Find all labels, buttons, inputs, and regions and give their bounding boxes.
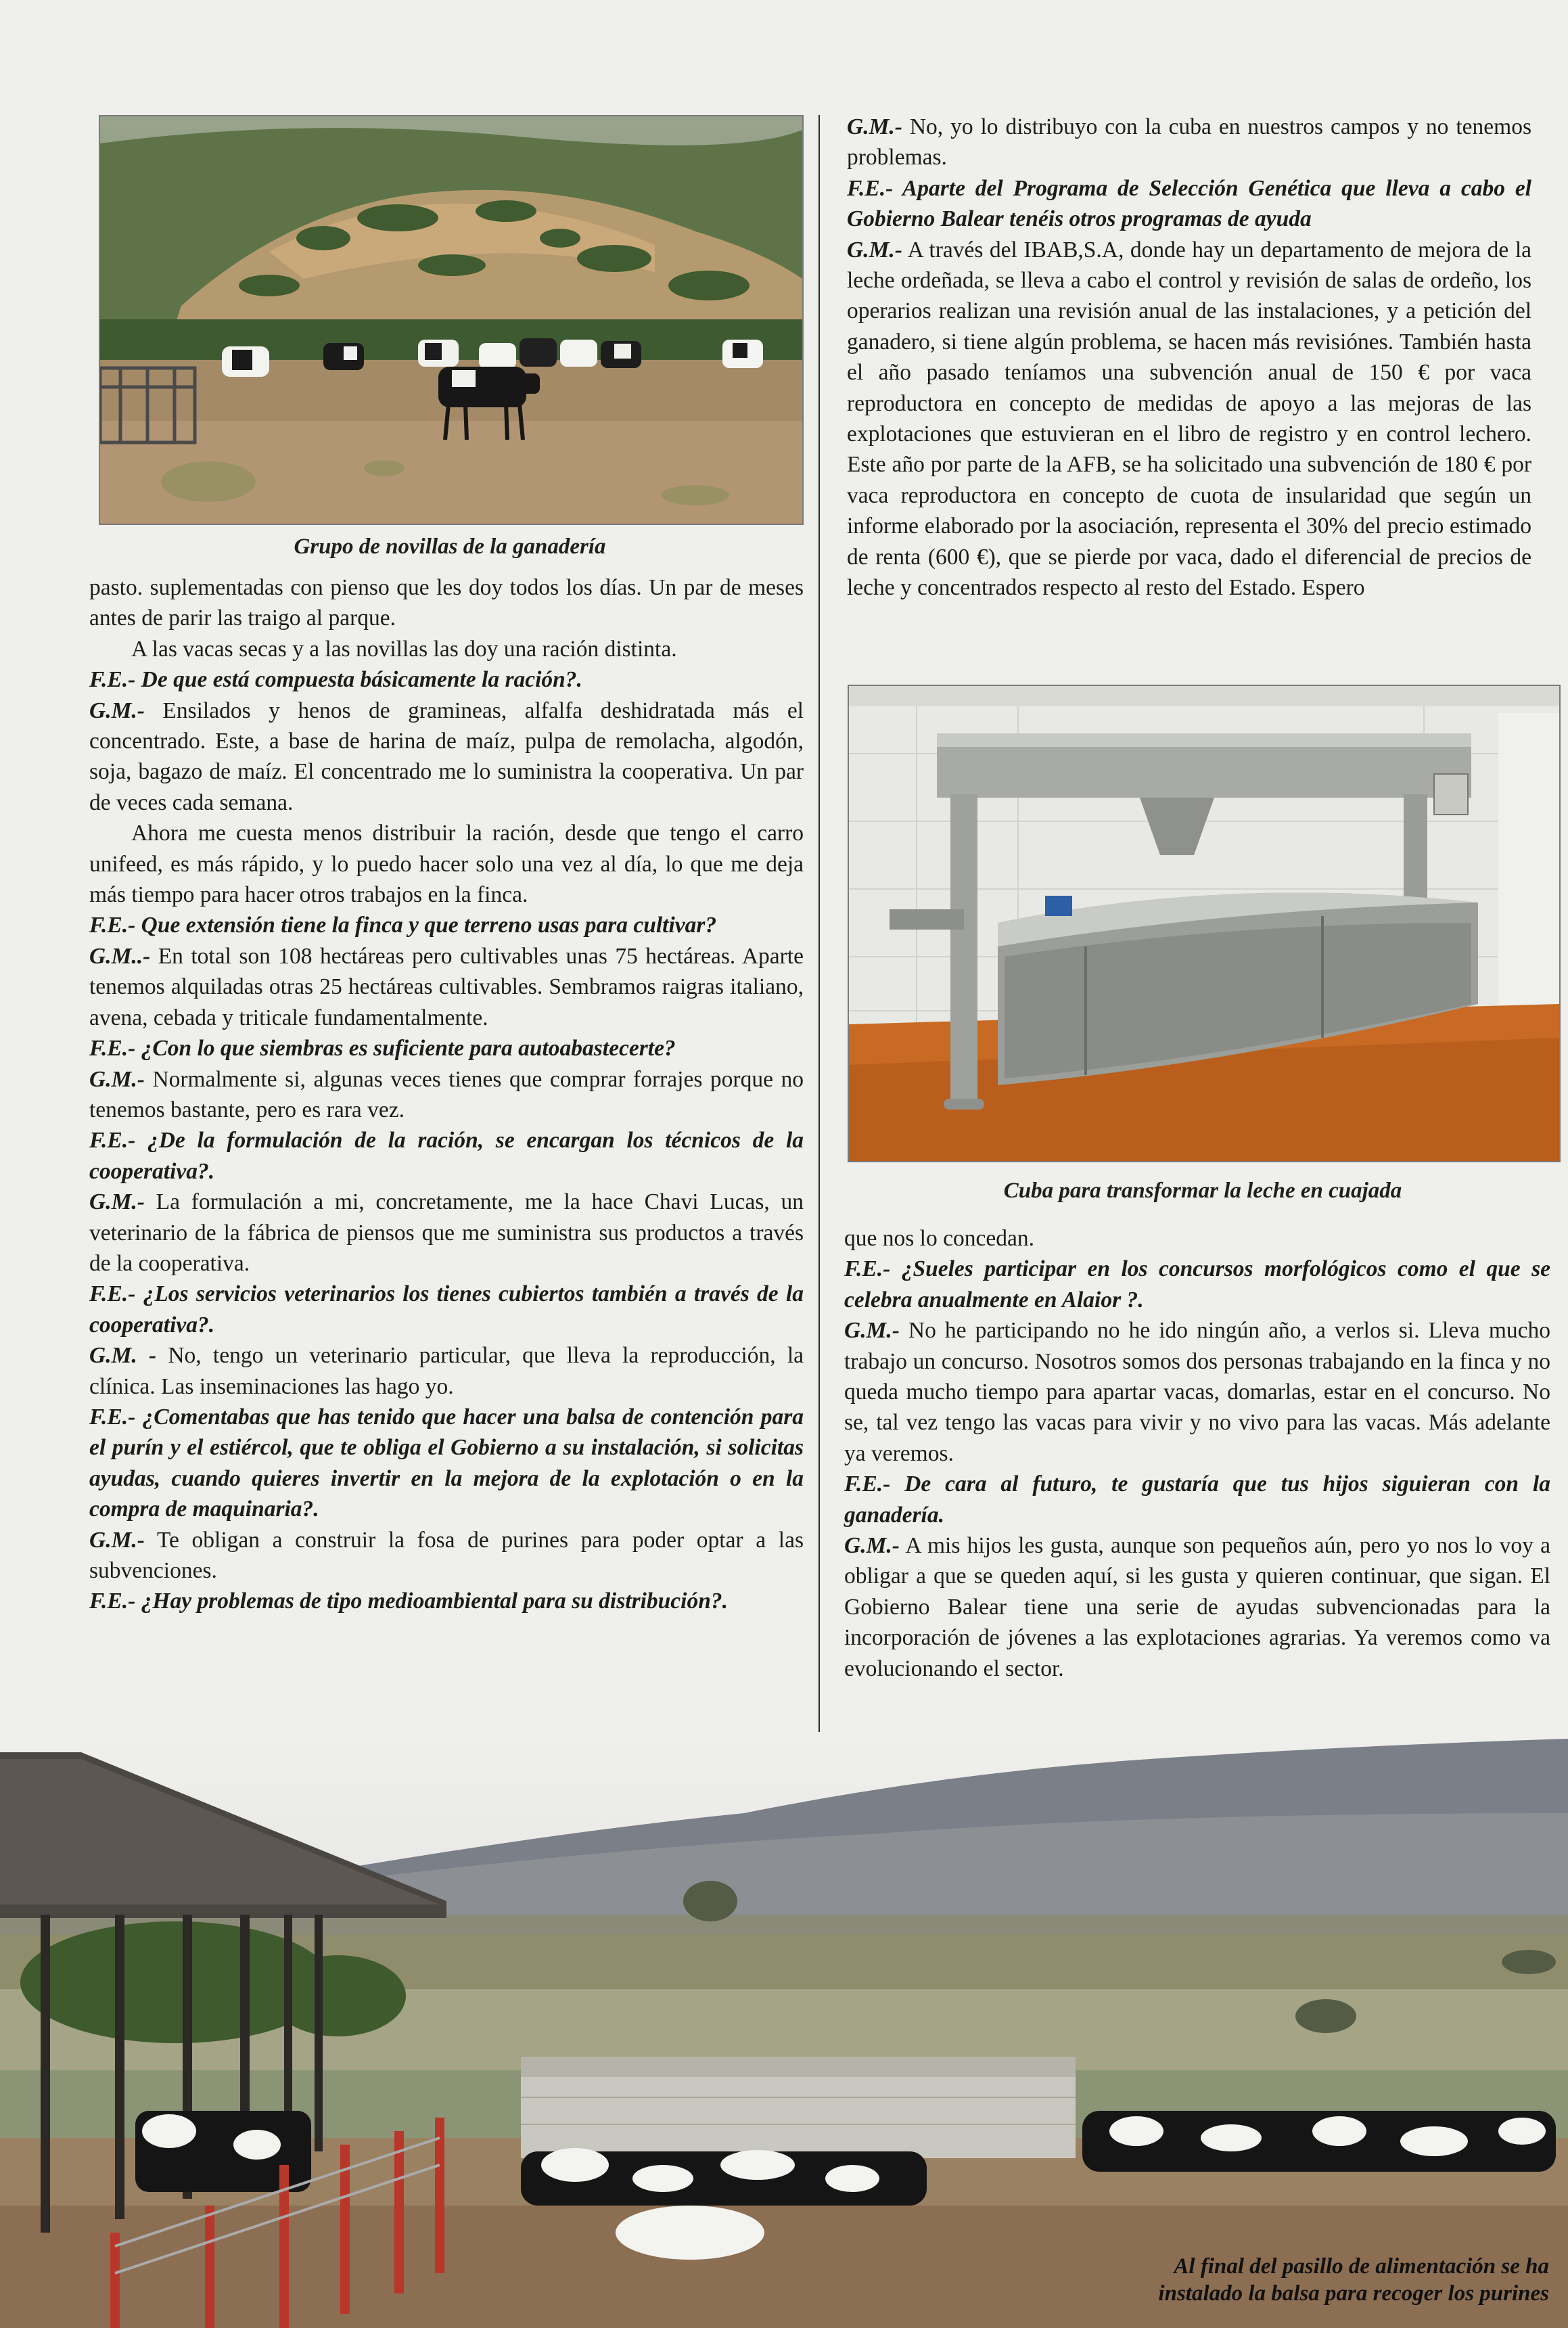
answer-text: No, yo lo distribuyo con la cuba en nuestros campos y no tenemos problemas. — [847, 114, 1531, 170]
interview-answer — [847, 235, 1531, 603]
speaker-label: G.M.- — [89, 698, 145, 723]
speaker-label: G.M.- — [847, 237, 902, 263]
interview-question: F.E.- De cara al futuro, te gustaría que tus hijos siguieran con la ganadería. — [844, 1471, 1550, 1528]
answer-text: Te obligan a construir la fosa de purines para poder optar a las subvenciones. — [89, 1527, 804, 1583]
farm-landscape-photo — [0, 1732, 1568, 2328]
left-column-text — [89, 572, 804, 1617]
interview-question: F.E.- ¿De la formulación de la ración, se encargan los técnicos de la cooperativa?. — [89, 1128, 804, 1184]
answer-text: No he participando no he ido ningún año, a verlos si. Lleva mucho trabajo un concurso. Nosotros somos dos personas trabajando en la finca y no queda mucho tiempo para apartar vacas, domarlas, estar en el concurso. No se, tal vez tengo las vacas para vivir y no vivo para las vacas. Más adelante ya veremos. — [844, 1318, 1550, 1466]
answer-text: Ensilados y henos de gramineas, alfalfa deshidratada más el concentrado. Este, a base de harina de maíz, pulpa de remolacha, algodón, soja, bagazo de maíz. El concentrado me lo suministra la cooperativa. Un par de veces cada semana. — [89, 698, 804, 815]
vat-caption: Cuba para transformar la leche en cuajada — [1003, 1179, 1402, 1203]
speaker-label: G.M. - — [89, 1343, 157, 1369]
interview-answer — [89, 695, 804, 819]
answer-text: La formulación a mi, concretamente, me la hace Chavi Lucas, un veterinario de la fábrica de piensos que me suministra sus productos a través de la cooperativa. — [89, 1189, 804, 1276]
speaker-label: G.M.- — [89, 1527, 145, 1553]
speaker-label: G.M.- — [89, 1066, 145, 1092]
speaker-label: G.M..- — [89, 943, 151, 969]
interview-question: F.E.- De que está compuesta básicamente la ración?. — [89, 667, 582, 693]
interview-question: F.E.- ¿Sueles participar en los concursos morfológicos como el que se celebra anualmente en Alaior ?. — [844, 1256, 1550, 1313]
interview-answer — [89, 1340, 804, 1402]
speaker-label: G.M.- — [844, 1533, 900, 1559]
paragraph: A las vacas secas y a las novillas las doy una ración distinta. — [131, 636, 677, 662]
right-column-top-text — [847, 112, 1531, 603]
interview-answer — [89, 941, 804, 1033]
paragraph: pasto. suplementadas con pienso que les doy todos los días. Un par de meses antes de parir las traigo al parque. — [89, 575, 804, 631]
heifers-photo — [99, 115, 804, 525]
interview-question: F.E.- ¿Comentabas que has tenido que hacer una balsa de contención para el purín y el estiércol, que te obliga el Gobierno a su instalación, si solicitas ayudas, cuando quieres invertir en la mejora de la explotación o en la compra de maquinaria?. — [89, 1404, 804, 1522]
interview-question: F.E.- ¿Con lo que siembras es suficiente para autoabastecerte? — [89, 1036, 676, 1062]
answer-text: A mis hijos les gusta, aunque son pequeños aún, pero yo nos lo voy a obligar a que se queden aquí, si les gusta y quieren continuar, que sigan. El Gobierno Balear tiene una serie de ayudas subvencionadas para la incorporación de jóvenes a las explotaciones agrarias. Ya veremos como va evolucionando el sector. — [844, 1533, 1550, 1681]
speaker-label: G.M.- — [844, 1318, 900, 1344]
column-divider — [818, 115, 820, 1739]
interview-answer — [89, 1187, 804, 1279]
farm-landscape-illustration — [0, 1732, 1568, 2328]
interview-answer — [844, 1530, 1550, 1684]
answer-text: En total son 108 hectáreas pero cultivables unas 75 hectáreas. Aparte tenemos alquiladas otras 25 hectáreas cultivables. Sembramos raigras italiano, avena, cebada y triticale fundamentalmente. — [89, 943, 804, 1030]
interview-question: F.E.- Que extensión tiene la finca y que terreno usas para cultivar? — [89, 913, 717, 938]
speaker-label: G.M.- — [89, 1189, 145, 1215]
answer-text: A través del IBAB,S.A, donde hay un departamento de mejora de la leche ordeñada, se lleva a cabo el control y revisión de salas de ordeño, los operarios realizan una revisión anual de las instalaciones, y a petición del ganadero, si tiene algún problema, se hacen más revisiónes. También hasta el año pasado teníamos una subvención anual de 150 € por vaca reproductora en concepto de medidas de apoyo a las mejoras de las explotaciones que estuvieran en el libro de registro y en control lechero. Este año por parte de la AFB, se ha solicitado una subvención de 180 € por vaca reproductora en concepto de cuota de insularidad que según un informe elaborado por la asociación, representa el 30% del precio estimado de renta (600 €), que se pierde por vaca, dado el diferencial de precios de leche y concentrados respecto al resto del Estado. Espero — [847, 237, 1531, 601]
paragraph: que nos lo concedan. — [844, 1226, 1034, 1251]
interview-answer — [89, 1525, 804, 1587]
speaker-label: G.M.- — [847, 114, 902, 139]
interview-answer — [89, 1064, 804, 1126]
interview-question: F.E.- ¿Hay problemas de tipo medioambiental para su distribución?. — [89, 1589, 728, 1614]
interview-question: F.E.- Aparte del Programa de Selección Genética que lleva a cabo el Gobierno Balear tenéis otros programas de ayuda — [847, 175, 1531, 232]
interview-answer — [844, 1315, 1550, 1469]
answer-text: No, tengo un veterinario particular, que lleva la reproducción, la clínica. Las inseminaciones las hago yo. — [89, 1343, 804, 1399]
heifers-caption: Grupo de novillas de la ganadería — [294, 534, 606, 559]
heifers-illustration — [100, 116, 802, 524]
interview-answer — [847, 112, 1531, 173]
interview-question: F.E.- ¿Los servicios veterinarios los tienes cubiertos también a través de la cooperativa?. — [89, 1281, 804, 1338]
vat-photo — [848, 685, 1561, 1162]
landscape-caption — [1015, 2253, 1549, 2307]
paragraph: Ahora me cuesta menos distribuir la ración, desde que tengo el carro unifeed, es más rápido, y lo puedo hacer solo una vez al día, lo que me deja más tiempo para hacer otros trabajos en la finca. — [89, 821, 804, 908]
landscape-caption-line-1: Al final del pasillo de alimentación se ha — [1174, 2254, 1549, 2279]
answer-text: Normalmente si, algunas veces tienes que comprar forrajes porque no tenemos bastante, pero es rara vez. — [89, 1066, 804, 1122]
vat-illustration — [849, 686, 1559, 1161]
landscape-caption-line-2: instalado la balsa para recoger los purines — [1158, 2281, 1549, 2306]
right-column-bottom-text — [844, 1223, 1550, 1684]
